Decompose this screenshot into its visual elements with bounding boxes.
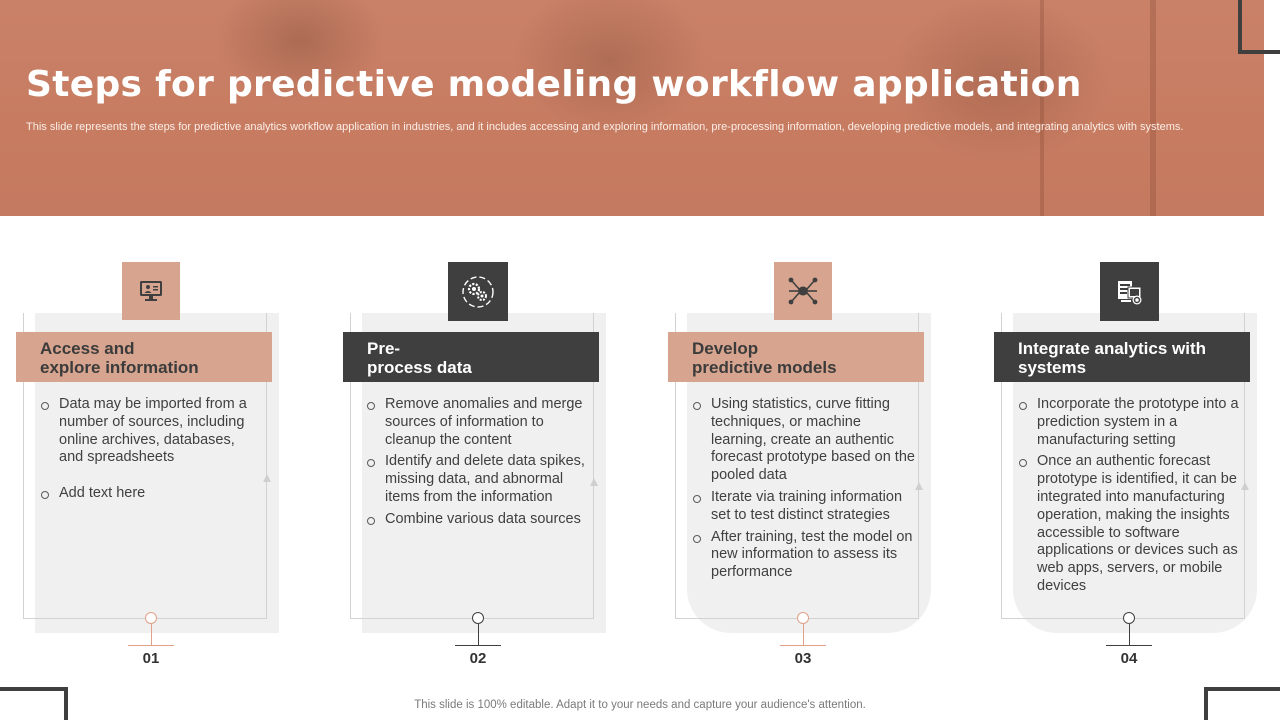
step-bullets-1 [40, 396, 260, 507]
list-item[interactable]: Data may be imported from a number of sources, including online archives, databases, and spreadsheets [40, 396, 260, 467]
corner-decoration [1238, 0, 1280, 54]
timeline-node-3 [797, 612, 809, 624]
step-heading-line2: explore information [40, 358, 199, 377]
step-heading-line2: systems [1018, 358, 1087, 377]
timeline-stem-2 [478, 624, 479, 645]
timeline-stem-4 [1129, 624, 1130, 645]
list-item[interactable]: Iterate via training information set to test distinct strategies [692, 489, 918, 525]
step-heading-1[interactable] [16, 332, 272, 382]
step-heading-line2: predictive models [692, 358, 837, 377]
step-heading-4[interactable] [994, 332, 1250, 382]
step-icon-box-3[interactable] [774, 262, 832, 320]
computer-user-icon [137, 277, 165, 305]
step-heading-line1: Pre- [367, 339, 401, 358]
list-item[interactable]: After training, test the model on new information to assess its performance [692, 529, 918, 582]
timeline-base-3 [780, 645, 826, 646]
step-number-3: 03 [794, 650, 812, 667]
arrow-up-icon [1241, 482, 1249, 490]
step-icon-box-2[interactable] [448, 262, 508, 321]
step-icon-box-4[interactable] [1100, 262, 1159, 321]
step-heading-2[interactable] [343, 332, 599, 382]
step-heading-line1: Integrate analytics with [1018, 339, 1206, 358]
slide-subtitle[interactable]: This slide represents the steps for predictive analytics workflow application in industries, and it includes accessing and exploring information, pre-processing information, developing predictive models, and integrating analytics with systems. [26, 121, 1184, 133]
list-item[interactable]: Remove anomalies and merge sources of information to cleanup the content [366, 396, 592, 449]
step-bullets-2 [366, 396, 592, 533]
gears-icon [460, 274, 496, 310]
header-banner [0, 0, 1264, 216]
list-item[interactable]: Add text here [40, 485, 260, 503]
neural-network-icon [786, 276, 820, 306]
timeline-base-4 [1106, 645, 1152, 646]
timeline-stem-1 [151, 624, 152, 645]
timeline-node-1 [145, 612, 157, 624]
list-item[interactable]: Identify and delete data spikes, missing data, and abnormal items from the information [366, 453, 592, 506]
step-number-1: 01 [142, 650, 160, 667]
step-icon-box-1[interactable] [122, 262, 180, 320]
timeline-node-2 [472, 612, 484, 624]
arrow-up-icon [263, 474, 271, 482]
slide-title[interactable]: Steps for predictive modeling workflow application [26, 64, 1082, 105]
timeline-base-1 [128, 645, 174, 646]
list-item[interactable]: Incorporate the prototype into a prediction system in a manufacturing setting [1018, 396, 1242, 449]
step-heading-line1: Develop [692, 339, 759, 358]
step-number-2: 02 [469, 650, 487, 667]
system-settings-icon [1114, 276, 1146, 308]
timeline-base-2 [455, 645, 501, 646]
list-item[interactable]: Once an authentic forecast prototype is identified, it can be integrated into manufacturing operation, making the insights accessible to software applications or devices such as web apps, servers, or mobile devices [1018, 453, 1242, 595]
step-heading-line1: Access and [40, 339, 135, 358]
step-number-4: 04 [1120, 650, 1138, 667]
step-heading-3[interactable] [668, 332, 924, 382]
step-heading-line2: process data [367, 358, 472, 377]
slide-footer: This slide is 100% editable. Adapt it to your needs and capture your audience's attention. [414, 699, 866, 711]
step-bullets-3 [692, 396, 918, 586]
step-bullets-4 [1018, 396, 1242, 600]
list-item[interactable]: Combine various data sources [366, 511, 592, 529]
timeline-stem-3 [803, 624, 804, 645]
timeline-node-4 [1123, 612, 1135, 624]
banner-photo-detail [1040, 0, 1154, 216]
list-item[interactable]: Using statistics, curve fitting techniques, or machine learning, create an authentic forecast prototype based on the pooled data [692, 396, 918, 485]
